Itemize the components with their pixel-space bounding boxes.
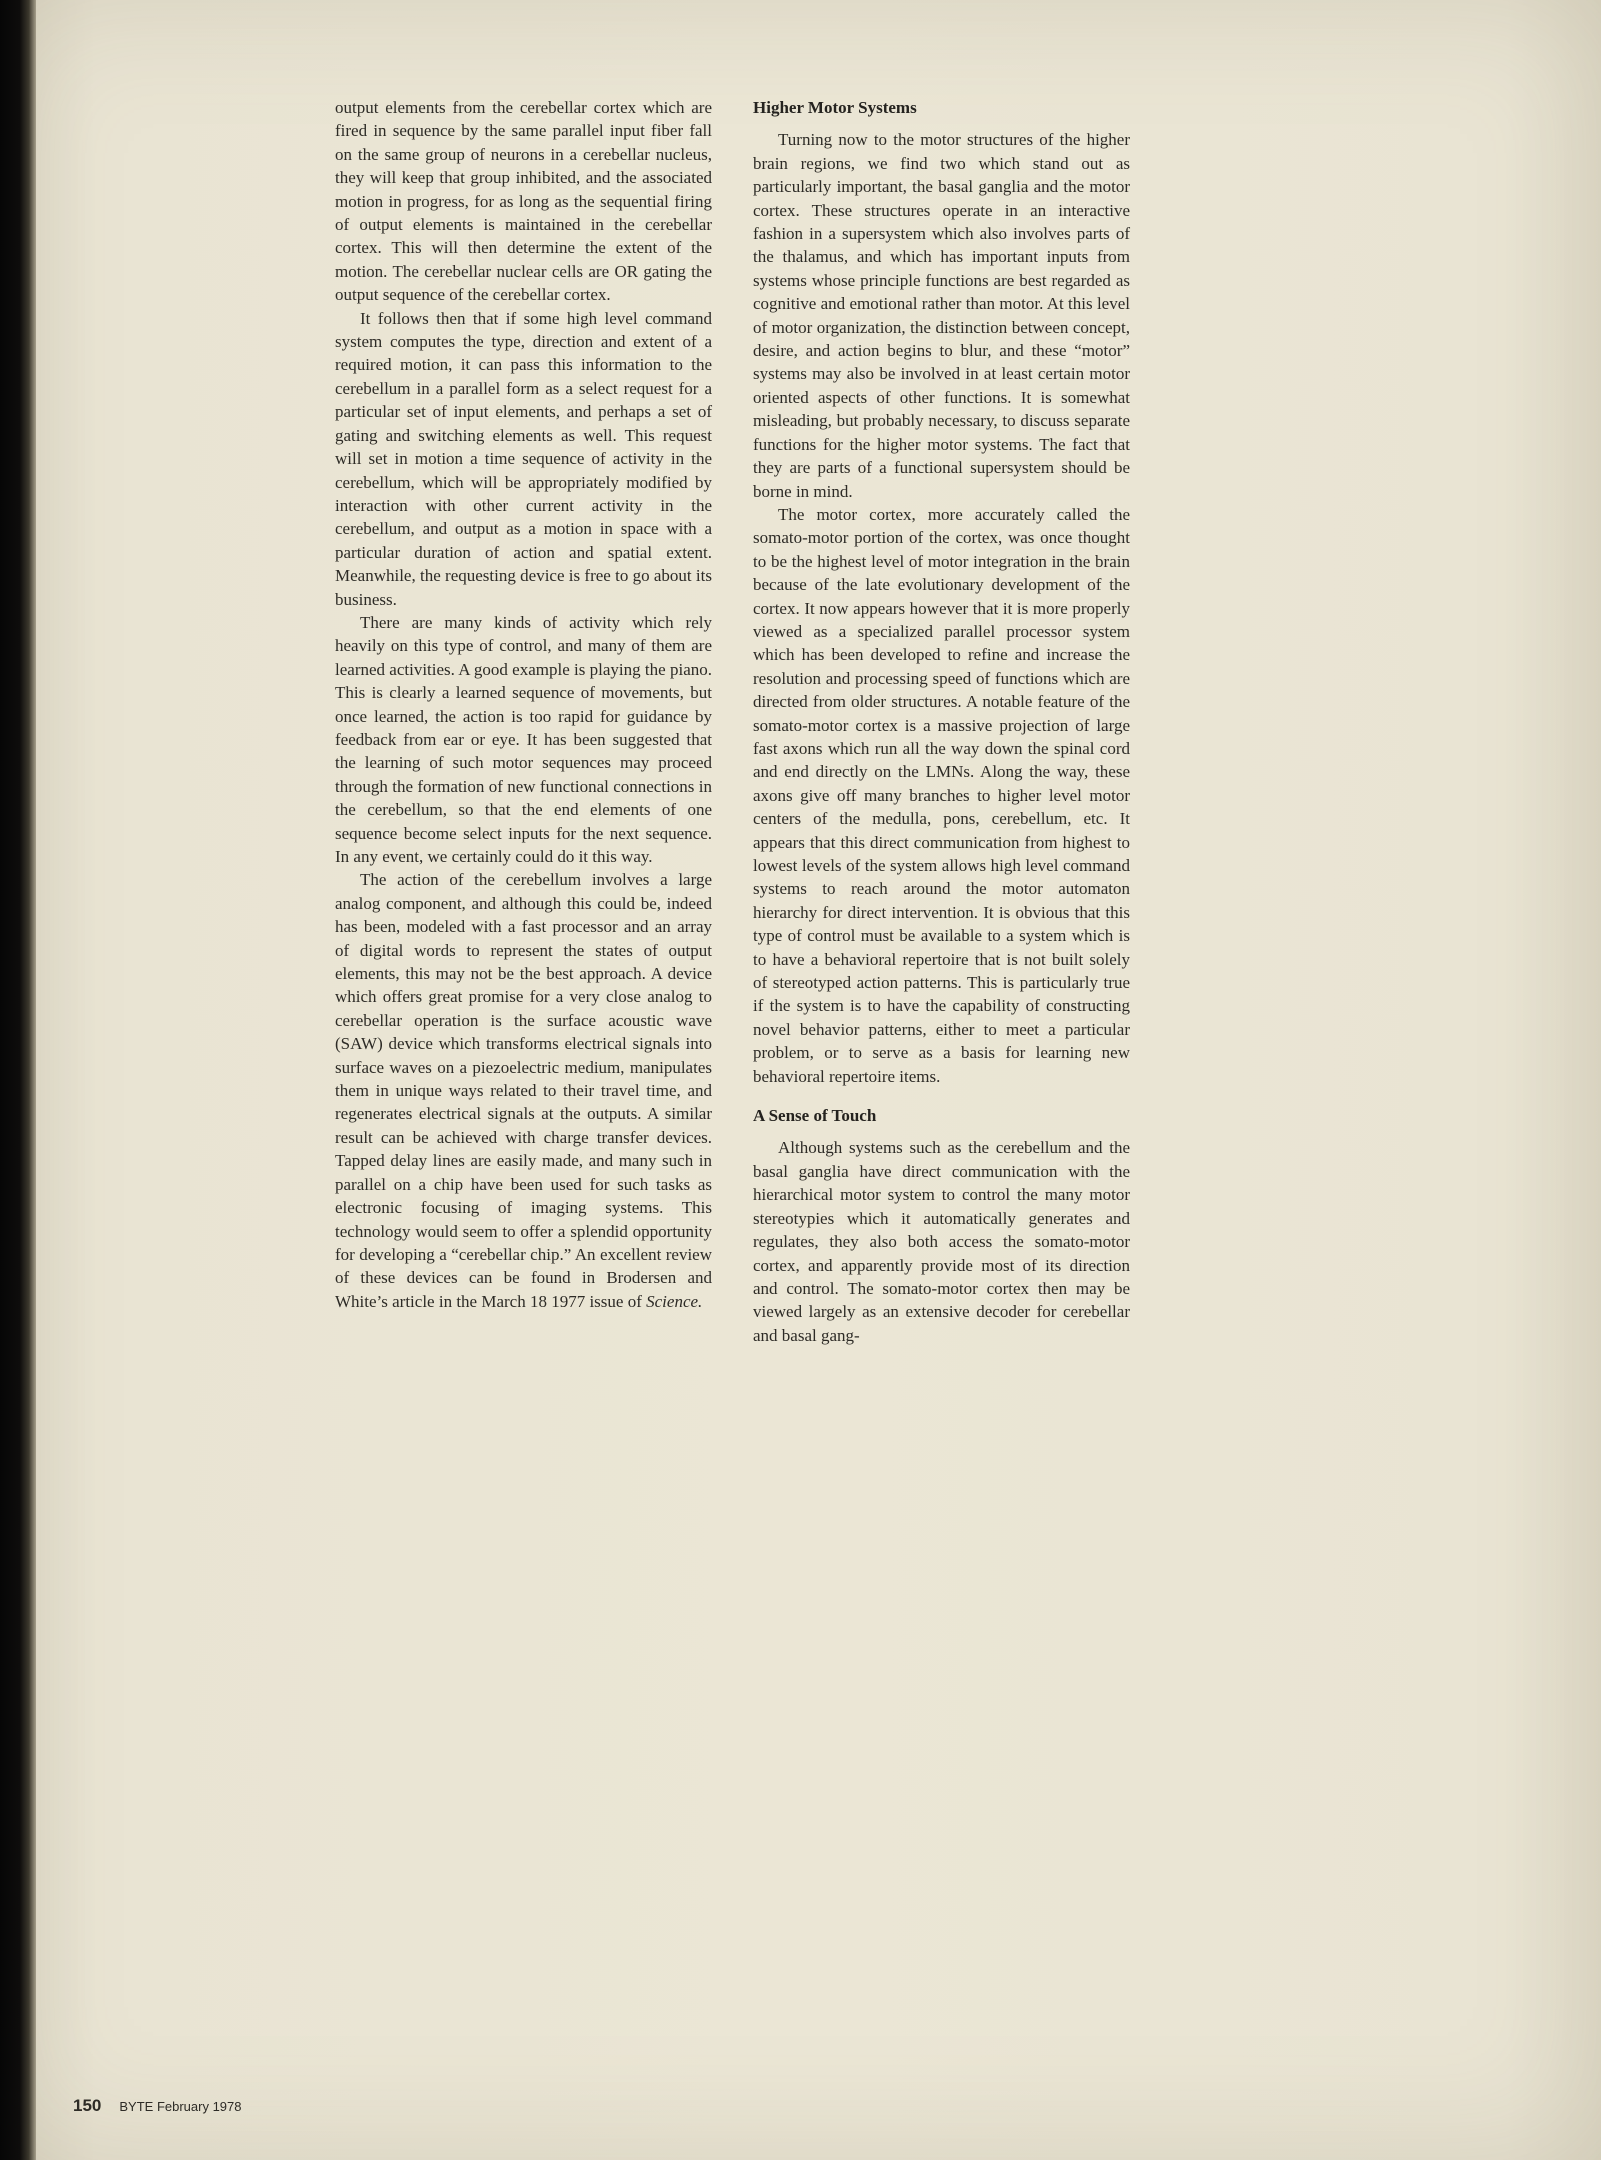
body-paragraph: Turning now to the motor structures of the higher brain regions, we find two which stand out as particularly important, the basal ganglia and the motor cortex. These structures operate in an interactive fashion in a supersystem which also involves parts of the thalamus, and which has important inputs from systems whose principle functions are best regarded as cognitive and emotional rather than motor. At this level of motor organization, the distinction between concept, desire, and action begins to blur, and these “motor” systems may also be involved in at least certain motor oriented aspects of other functions. It is somewhat misleading, but probably necessary, to discuss separate functions for the higher motor systems. The fact that they are parts of a functional supersystem should be borne in mind. bbox=[753, 130, 1130, 501]
body-paragraph: It follows then that if some high level command system computes the type, direction and extent of a required motion, it can pass this information to the cerebellum in a parallel form as a select request for a particular set of input elements, and perhaps a set of gating and switching elements as well. This request will set in motion a time sequence of activity in the cerebellum, which will be appropriately modified by interaction with other current activity in the cerebellum, and output as a motion in space with a particular duration of action and spatial extent. Meanwhile, the requesting device is free to go about its business. bbox=[335, 308, 712, 609]
scan-gutter-strip bbox=[0, 0, 36, 2160]
page-number: 150 bbox=[73, 2096, 102, 2115]
body-paragraph: output elements from the cerebellar cortex which are fired in sequence by the same parallel input fiber fall on the same group of neurons in a cerebellar nucleus, they will keep that group inhibited, and the associated motion in progress, for as long as the sequential firing of output elements is maintained in the cerebellar cortex. This will then determine the extent of the motion. The cerebellar nuclear cells are OR gating the output sequence of the cerebellar cortex. bbox=[335, 98, 712, 305]
page-footer bbox=[73, 2096, 242, 2116]
italic-citation: Science. bbox=[646, 1291, 703, 1311]
issue-label: BYTE February 1978 bbox=[119, 2099, 242, 2114]
body-paragraph: The action of the cerebellum involves a large analog component, and although this could be, indeed has been, modeled with a fast processor and an array of digital words to represent the states of output elements, this may not be the best approach. A device which offers great promise for a very close analog to cerebellar operation is the surface acoustic wave (SAW) device which transforms electrical signals into surface waves on a piezoelectric medium, manipulates them in unique ways related to their travel time, and regenerates electrical signals at the outputs. A similar result can be achieved with charge transfer devices. Tapped delay lines are easily made, and many such in parallel on a chip have been used for such tasks as electronic focusing of imaging systems. This technology would seem to offer a splendid opportunity for developing a “cerebellar chip.” An excellent review of these devices can be found in Brodersen and White’s article in the March 18 1977 issue of Science. bbox=[335, 870, 712, 1311]
left-column bbox=[335, 96, 712, 1347]
article-body bbox=[335, 96, 1130, 1347]
section-heading: Higher Motor Systems bbox=[753, 98, 917, 117]
body-paragraph: The motor cortex, more accurately called the somato-motor portion of the cortex, was once thought to be the highest level of motor integration in the brain because of the late evolutionary development of the cortex. It now appears however that it is more properly viewed as a specialized parallel processor system which has been developed to refine and increase the resolution and processing speed of functions which are directed from older structures. A notable feature of the somato-motor cortex is a massive projection of large fast axons which run all the way down the spinal cord and end directly on the LMNs. Along the way, these axons give off many branches to higher level motor centers of the medulla, pons, cerebellum, etc. It appears that this direct communication from highest to lowest levels of the system allows high level command systems to reach around the motor automaton hierarchy for direct intervention. It is obvious that this type of control must be available to a system which is to have a behavioral repertoire that is not built solely of stereotyped action patterns. This is particularly true if the system is to have the capability of constructing novel behavior patterns, either to meet a particular problem, or to serve as a basis for learning new behavioral repertoire items. bbox=[753, 504, 1130, 1086]
body-paragraph: There are many kinds of activity which rely heavily on this type of control, and many of them are learned activities. A good example is playing the piano. This is clearly a learned sequence of movements, but once learned, the action is too rapid for guidance by feedback from ear or eye. It has been suggested that the learning of such motor sequences may proceed through the formation of new functional connections in the cerebellum, so that the end elements of one sequence become select inputs for the next sequence. In any event, we certainly could do it this way. bbox=[335, 612, 712, 866]
section-heading: A Sense of Touch bbox=[753, 1106, 877, 1126]
body-paragraph: Although systems such as the cerebellum and the basal ganglia have direct communication with the hierarchical motor system to control the many motor stereotypies which it automatically generates and regulates, they also both access the somato-motor cortex, and apparently provide most of its direction and control. The somato-motor cortex then may be viewed largely as an extensive decoder for cerebellar and basal gang- bbox=[753, 1138, 1130, 1345]
right-column bbox=[753, 96, 1130, 1347]
